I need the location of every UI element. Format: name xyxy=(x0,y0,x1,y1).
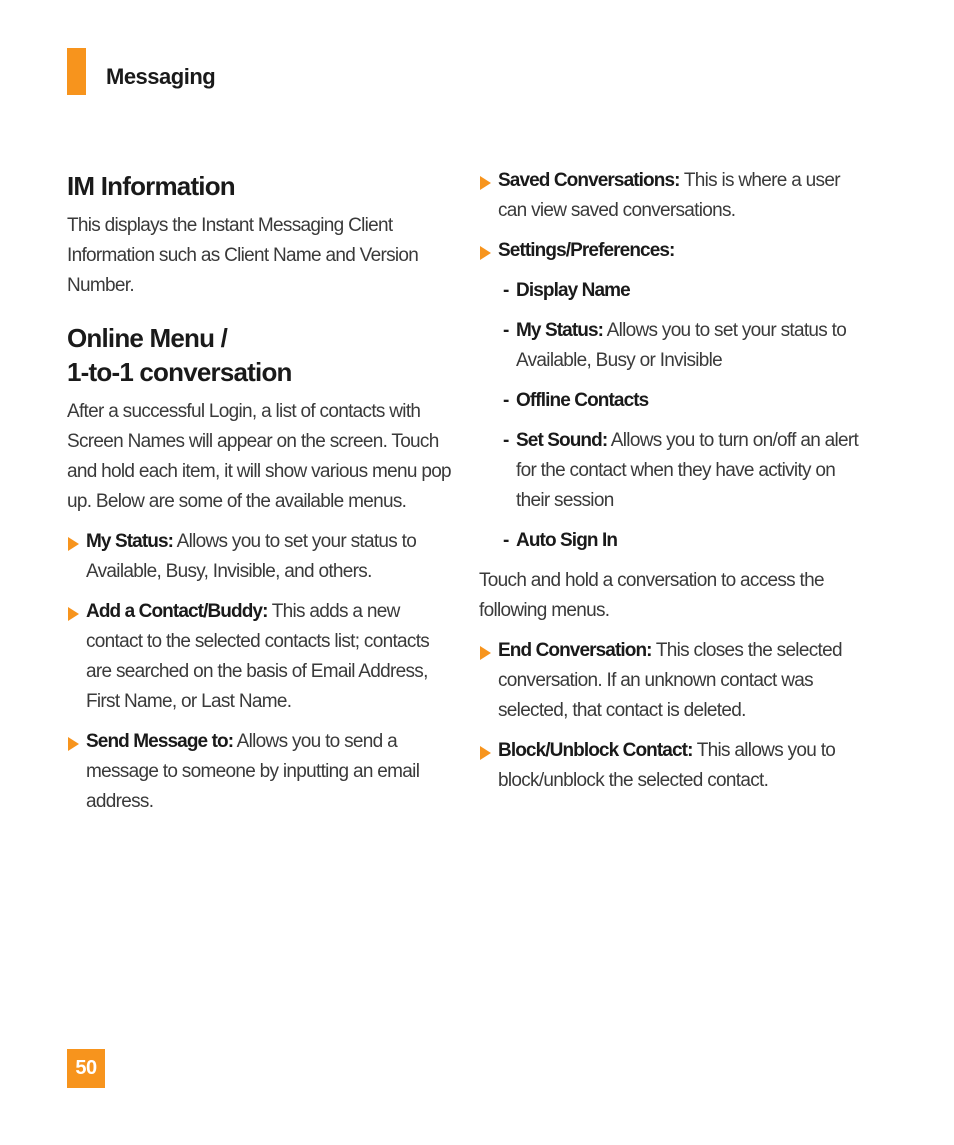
dash-marker: - xyxy=(503,280,509,301)
dash-marker: - xyxy=(503,430,509,451)
triangle-bullet-icon xyxy=(68,537,79,551)
left-column xyxy=(67,166,452,817)
bullet-label: End Conversation: xyxy=(498,640,652,661)
bullet-label: Block/Unblock Contact: xyxy=(498,740,693,761)
sub-item-label: Set Sound: xyxy=(516,430,608,451)
bullet-text: This adds a new contact to the selected contacts list; contacts are searched on the basis of Email Address, First Name, or Last Name. xyxy=(86,601,430,712)
bullet-label: Add a Contact/Buddy: xyxy=(86,601,268,622)
page-number: 50 xyxy=(67,1049,105,1088)
online-menu-heading-line1: Online Menu / xyxy=(67,323,228,353)
bullet-text: This is where a user can view saved conversations. xyxy=(498,170,840,221)
bullet-label: Saved Conversations: xyxy=(498,170,680,191)
sub-item-set-sound xyxy=(479,426,869,516)
bullet-add-contact xyxy=(67,597,452,717)
section-title: Messaging xyxy=(106,64,216,89)
bullet-label: Send Message to: xyxy=(86,731,234,752)
sub-item-display-name xyxy=(479,276,869,306)
sub-item-my-status xyxy=(479,316,869,376)
dash-marker: - xyxy=(503,320,509,341)
bullet-text: Allows you to send a message to someone by inputting an email address. xyxy=(86,731,420,812)
online-menu-body: After a successful Login, a list of contacts with Screen Names will appear on the screen. Touch and hold each item, it will show various menu pop up. Below are some of the available menus. xyxy=(67,401,451,512)
sub-item-text: Allows you to turn on/off an alert for the contact when they have activity on their session xyxy=(516,430,859,511)
sub-item-offline-contacts xyxy=(479,386,869,416)
triangle-bullet-icon xyxy=(480,176,491,190)
triangle-bullet-icon xyxy=(68,607,79,621)
triangle-bullet-icon xyxy=(480,646,491,660)
sub-item-label: Display Name xyxy=(516,280,630,301)
bullet-text: This allows you to block/unblock the selected contact. xyxy=(498,740,836,791)
section-marker xyxy=(67,48,86,95)
im-information-body: This displays the Instant Messaging Client Information such as Client Name and Version Number. xyxy=(67,215,419,296)
bullet-settings-preferences xyxy=(479,236,869,266)
right-column xyxy=(479,166,869,796)
online-menu-heading-line2: 1-to-1 conversation xyxy=(67,357,292,387)
bullet-end-conversation xyxy=(479,636,869,726)
bullet-saved-conversations xyxy=(479,166,869,226)
triangle-bullet-icon xyxy=(68,737,79,751)
triangle-bullet-icon xyxy=(480,746,491,760)
triangle-bullet-icon xyxy=(480,246,491,260)
dash-marker: - xyxy=(503,530,509,551)
im-information-heading: IM Information xyxy=(67,171,235,201)
online-menu-heading xyxy=(67,321,452,389)
sub-item-label: Offline Contacts xyxy=(516,390,649,411)
sub-item-label: My Status: xyxy=(516,320,604,341)
bullet-text: Allows you to set your status to Available, Busy, Invisible, and others. xyxy=(86,531,417,582)
bullet-label: Settings/Preferences: xyxy=(498,240,675,261)
bullet-label: My Status: xyxy=(86,531,174,552)
sub-item-auto-sign-in xyxy=(479,526,869,556)
sub-item-text: Allows you to set your status to Available, Busy or Invisible xyxy=(516,320,847,371)
dash-marker: - xyxy=(503,390,509,411)
sub-item-label: Auto Sign In xyxy=(516,530,618,551)
bullet-block-unblock xyxy=(479,736,869,796)
bullet-text: This closes the selected conversation. If an unknown contact was selected, that contact is deleted. xyxy=(498,640,842,721)
conversation-body: Touch and hold a conversation to access the following menus. xyxy=(479,570,824,621)
bullet-send-message xyxy=(67,727,452,817)
bullet-my-status xyxy=(67,527,452,587)
